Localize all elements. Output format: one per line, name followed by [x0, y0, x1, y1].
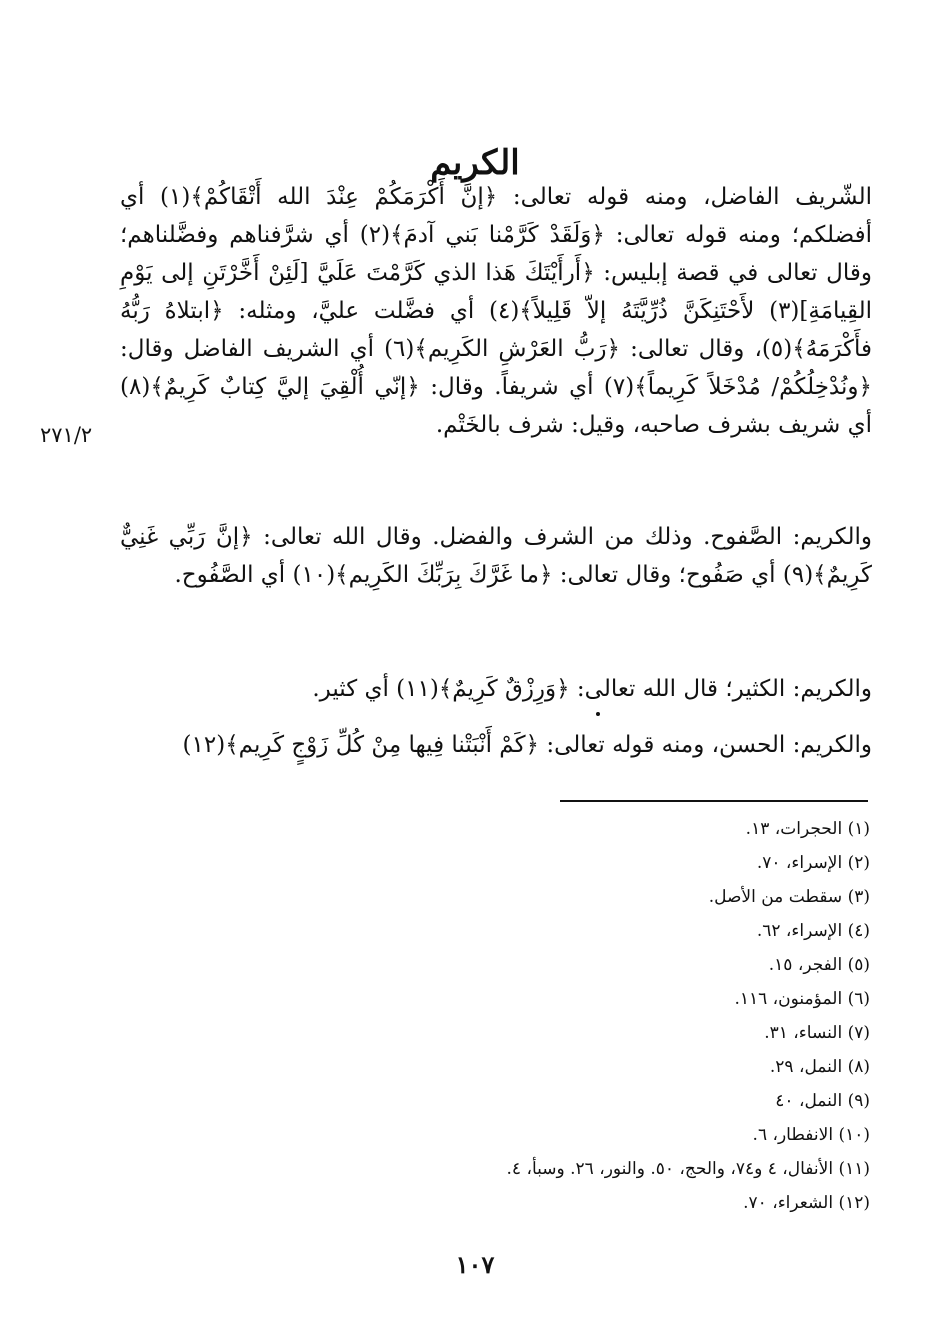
- ink-dot: [596, 712, 600, 716]
- footnotes-list: [170, 812, 870, 1220]
- footnote-item: (١٢) الشعراء، ٧٠.: [743, 1193, 870, 1213]
- margin-reference: ٢٧١/٢: [40, 423, 93, 447]
- paragraph-hasan: [120, 726, 872, 764]
- footnote-divider: [560, 800, 868, 802]
- footnote-item: (٣) سقطت من الأصل.: [708, 887, 870, 907]
- footnote-item: (١) الحجرات، ١٣.: [745, 819, 870, 839]
- footnote-item: (٢) الإسراء، ٧٠.: [756, 853, 870, 873]
- page-title: الكريم: [430, 142, 520, 183]
- paragraph-text: والكريم: الصَّفوح. وذلك من الشرف والفضل. وقال الله تعالى: ﴿إنَّ رَبِّي غَنِيٌّ كَرِيمٌ﴾(٩) أي صَفُوح؛ وقال تعالى: ﴿ما غَرَّكَ بِرَبِّكَ الكَرِيم﴾(١٠) أي الصَّفُوح.: [120, 524, 872, 588]
- paragraph-safuh: [120, 518, 872, 594]
- footnote-item: (٤) الإسراء، ٦٢.: [756, 921, 870, 941]
- footnote-item: (٥) الفجر، ١٥.: [768, 955, 870, 975]
- paragraph-text: والكريم: الحسن، ومنه قوله تعالى: ﴿كَمْ أَنْبَتْنا فِيها مِنْ كُلِّ زَوْجٍ كَرِيم﴾(١٢): [182, 732, 872, 758]
- footnote-item: (٩) النمل، ٤٠: [775, 1091, 870, 1111]
- footnote-item: (٧) النساء، ٣١.: [764, 1023, 870, 1043]
- footnote-item: (١١) الأنفال، ٤ و٧٤، والحج، ٥٠. والنور، ٢٦. وسبأ، ٤.: [506, 1159, 870, 1179]
- paragraph-text: الشّريف الفاضل، ومنه قوله تعالى: ﴿إنَّ أَكْرَمَكُمْ عِنْدَ الله أَتْقَاكُمْ﴾(١) أي أفضلكم؛ ومنه قوله تعالى: ﴿وَلَقَدْ كَرَّمْنا بَني آدمَ﴾(٢) أي شرَّفناهم وفضَّلناهم؛ وقال تعالى في قصة إبليس: ﴿أَرأَيْتَكَ هَذا الذي كَرَّمْتَ عَلَيَّ [لَئِنْ أَخَّرْتَنِ إلى يَوْمِ القِيامَةِ](٣) لأَحْتَنِكَنَّ ذُرِّيَّتَهُ إلاّ قَلِيلاً﴾(٤) أي فضَّلت عليَّ، ومثله: ﴿ابتلاهُ رَبُّهُ فأَكْرَمَهُ﴾(٥)، وقال تعالى: ﴿رَبُّ العَرْشِ الكَرِيم﴾(٦) أي الشريف الفاضل وقال: ﴿ونُدْخِلُكُمْ/ مُدْخَلاً كَرِيماً﴾(٧) أي شريفاً. وقال: ﴿إنّي أُلْقِيَ إليَّ كِتابٌ كَرِيمٌ﴾(٨) أي شريف بشرف صاحبه، وقيل: شرف بالخَتْم.: [120, 184, 872, 438]
- page-number: ١٠٧: [455, 1250, 495, 1279]
- footnote-item: (٦) المؤمنون، ١١٦.: [734, 989, 870, 1009]
- paragraph-sharif: [120, 178, 872, 444]
- paragraph-text: والكريم: الكثير؛ قال الله تعالى: ﴿وَرِزْقٌ كَرِيمٌ﴾(١١) أي كثير.: [312, 676, 872, 702]
- footnote-item: (٨) النمل، ٢٩.: [769, 1057, 870, 1077]
- paragraph-kathir: [120, 670, 872, 708]
- footnote-item: (١٠) الانفطار، ٦.: [752, 1125, 870, 1145]
